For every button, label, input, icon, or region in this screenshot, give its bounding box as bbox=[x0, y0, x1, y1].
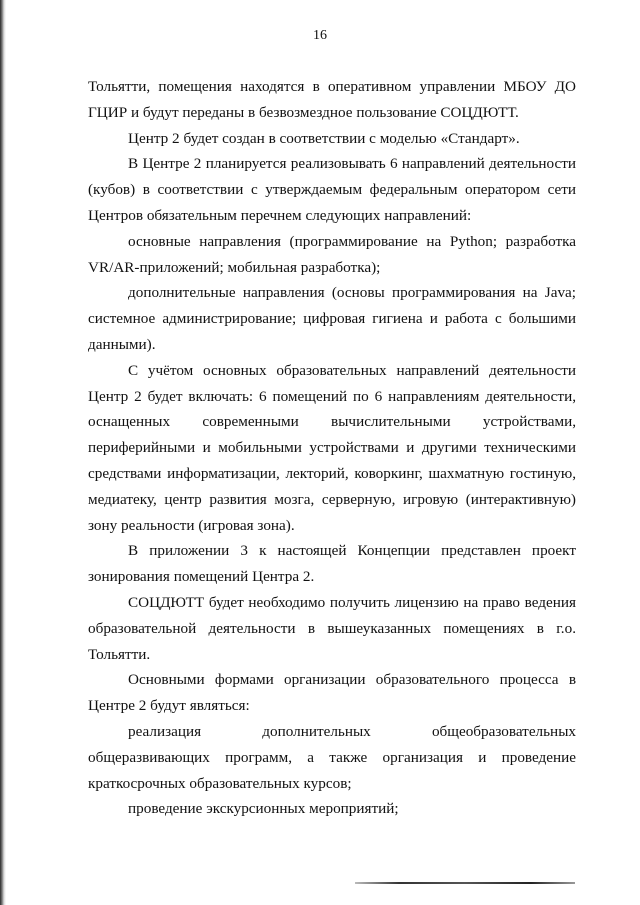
document-body bbox=[88, 74, 576, 822]
paragraph-directions-intro: В Центре 2 планируется реализовывать 6 направлений деятельности (кубов) в соответствии с утверждаемым федеральным оператором сети Центров обязательным перечнем следующих направлений: bbox=[88, 155, 576, 224]
paragraph-appendix: В приложении 3 к настоящей Концепции представлен проект зонирования помещений Центра 2. bbox=[88, 542, 576, 586]
paragraph-center-model: Центр 2 будет создан в соответствии с моделью «Стандарт». bbox=[128, 129, 520, 147]
paragraph-forms-intro: Основными формами организации образовательного процесса в Центре 2 будут являться: bbox=[88, 671, 576, 715]
paragraph-license: СОЦДЮТТ будет необходимо получить лицензию на право ведения образовательной деятельности в вышеуказанных помещениях в г.о. Тольятти. bbox=[88, 593, 576, 663]
paragraph-additional-directions: дополнительные направления (основы программирования на Java; системное администрирование; цифровая гигиена и работа с большими данными). bbox=[88, 284, 576, 353]
paragraph-premises: С учётом основных образовательных направлений деятельности Центр 2 будет включать: 6 помещений по 6 направлениям деятельности, оснащенных современными вычислительными устройствами, периферийными и мобильными устройствами и другими техническими средствами информатизации, лекторий, коворкинг, шахматную гостиную, медиатеку, центр развития мозга, серверную, игровую (интерактивную) зону реальности (игровая зона). bbox=[88, 361, 576, 534]
paragraph-excursions: проведение экскурсионных мероприятий; bbox=[128, 800, 399, 818]
paragraph-programs: реализация дополнительных общеобразовательных общеразвивающих программ, а также организация и проведение краткосрочных образовательных курсов; bbox=[88, 722, 576, 792]
paragraph-continuation: Тольятти, помещения находятся в оперативном управлении МБОУ ДО ГЦИР и будут переданы в безвозмездное пользование СОЦДЮТТ. bbox=[88, 78, 576, 121]
page-number: 16 bbox=[313, 28, 327, 43]
paragraph-main-directions: основные направления (программирование на Python; разработка VR/AR-приложений; мобильная разработка); bbox=[88, 232, 576, 276]
bottom-scan-line bbox=[355, 882, 575, 884]
scan-edge bbox=[0, 0, 6, 905]
